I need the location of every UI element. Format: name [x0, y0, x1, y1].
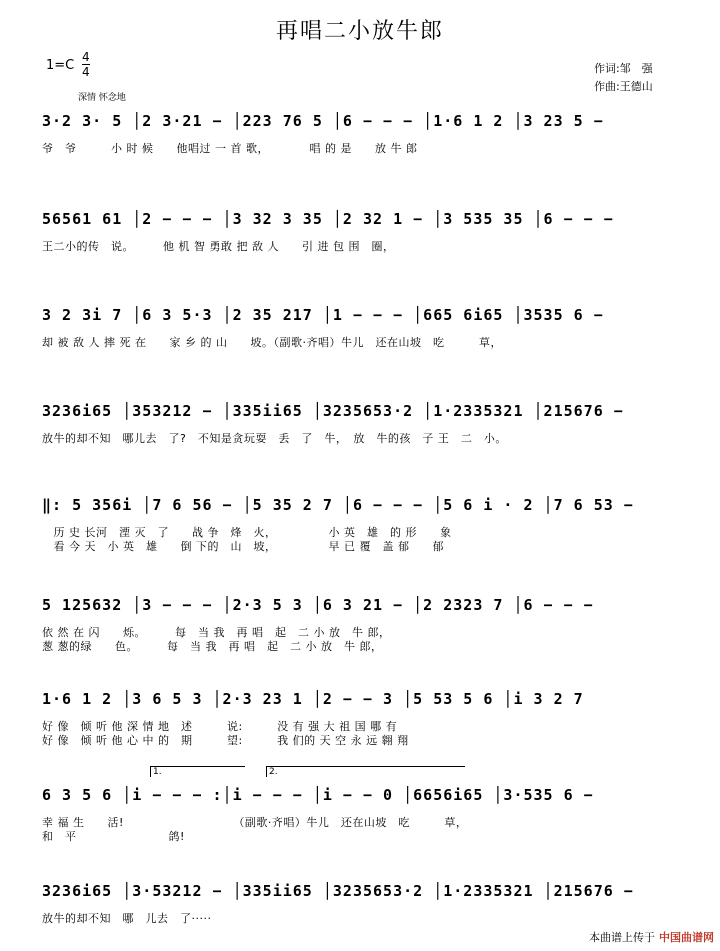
notation-line: 6 3 5 6 │i − − − :│i − − − │i − − 0 │6656i65 │3·535 6 −	[42, 786, 594, 804]
notation-line: 56561 61 │2 − − − │3 32 3 35 │2 32 1 − │3 535 35 │6 − − −	[42, 210, 614, 228]
notation-line: 5 125632 │3 − − − │2·3 5 3 │6 3 21 − │2 2323 7 │6 − − −	[42, 596, 594, 614]
lyric-line: 王二小的传 说。 他 机 智 勇敢 把 敌 人 引 进 包 围 圈，	[42, 240, 395, 253]
composer-credit: 作曲:王德山	[594, 80, 653, 93]
lyric-line: 依 然 在 闪 烁。 每 当 我 再 唱 起 二 小 放 牛 郎，	[42, 626, 391, 639]
lyric-line: 幸 福 生 活! （副歌·齐唱）牛儿 还在山坡 吃 草，	[42, 816, 468, 829]
lyric-line: 好 像 倾 听 他 深 情 地 述 说: 没 有 强 大 祖 国 哪 有	[42, 720, 398, 733]
notation-line: ‖: 5 356i │7 6 56 − │5 35 2 7 │6 − − − │5 6 i · 2 │7 6 53 −	[42, 496, 634, 514]
lyric-line: 看 今 天 小 英 雄 倒 下的 山 坡， 早 已 覆 盖 郁 郁	[42, 540, 444, 553]
notation-line: 1·6 1 2 │3 6 5 3 │2·3 23 1 │2 − − 3 │5 53 5 6 │i 3 2 7	[42, 690, 584, 708]
lyric-line: 和 平 鸽!	[42, 830, 185, 843]
footer-upload-note	[589, 929, 714, 945]
lyric-line: 放牛的却不知 哪 儿去 了·····	[42, 912, 212, 925]
lyric-line: 历 史 长河 湮 灭 了 战 争 烽 火， 小 英 雄 的 形 象	[42, 526, 452, 539]
lyric-line: 却 被 敌 人 摔 死 在 家 乡 的 山 坡。（副歌·齐唱）牛儿 还在山坡 吃 草，	[42, 336, 502, 349]
lyric-line: 好 像 倾 听 他 心 中 的 期 望: 我 们的 天 空 永 远 翱 翔	[42, 734, 409, 747]
key-signature: 1=C	[46, 58, 75, 73]
notation-line: 3236i65 │353212 − │335ii65 │3235653·2 │1·2335321 │215676 −	[42, 402, 624, 420]
lyric-line: 爷 爷 小 时 候 他唱过 一 首 歌， 唱 的 是 放 牛 郎	[42, 142, 418, 155]
song-title: 再唱二小放牛郎	[275, 19, 444, 44]
site-logo[interactable]: 中国曲谱网	[659, 931, 714, 944]
notation-line: 3·2 3· 5 │2 3·21 − │223 76 5 │6 − − − │1·6 1 2 │3 23 5 −	[42, 112, 604, 130]
volta-second-ending: 2.	[266, 766, 465, 777]
time-signature: 4 4	[82, 50, 90, 79]
lyric-line: 葱 葱的绿 色。 每 当 我 再 唱 起 二 小 放 牛 郎，	[42, 640, 383, 653]
notation-line: 3236i65 │3·53212 − │335ii65 │3235653·2 │1·2335321 │215676 −	[42, 882, 634, 900]
expression-mark: 深情 怀念地	[78, 93, 126, 103]
lyricist-credit: 作词:邹 强	[594, 62, 653, 75]
lyric-line: 放牛的却不知 哪儿去 了? 不知是贪玩耍 丢 了 牛， 放 牛的孩 子 王 二 小。	[42, 432, 507, 445]
footer-text: 本曲谱上传于	[589, 931, 655, 944]
volta-first-ending: 1.	[150, 766, 245, 777]
notation-line: 3 2 3i 7 │6 3 5·3 │2 35 217 │1 − − − │665 6i65 │3535 6 −	[42, 306, 604, 324]
